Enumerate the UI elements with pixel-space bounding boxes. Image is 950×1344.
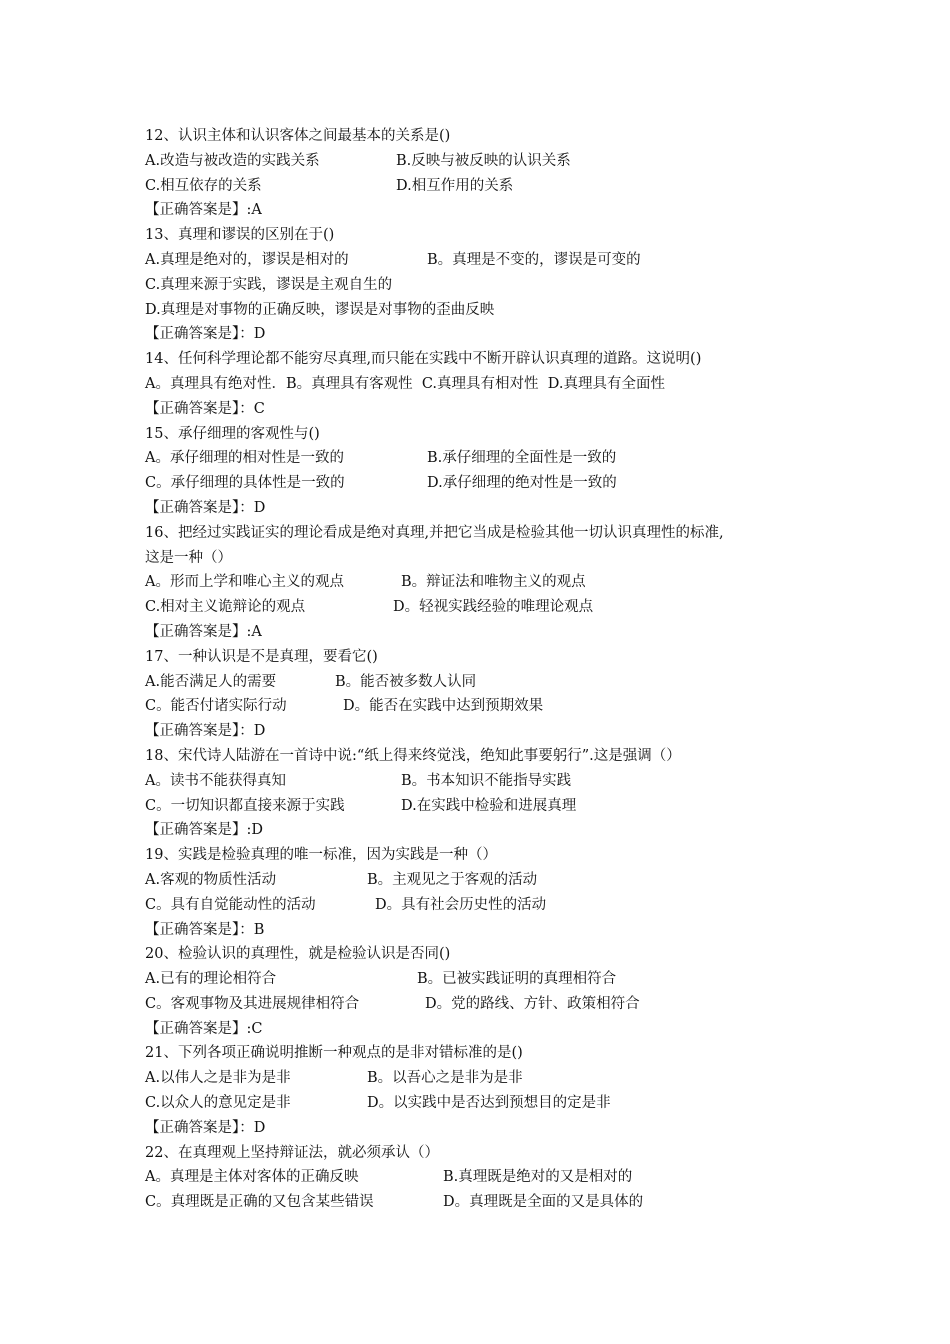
question-stem: 19、实践是检验真理的唯一标准，因为实践是一种（） — [145, 847, 497, 864]
option-a: A.以伟人之是非为是非 — [145, 1070, 291, 1087]
option-row: A。真理具有绝对性．B。真理具有客观性 C.真理具有相对性 D.真理具有全面性 — [145, 375, 665, 392]
option-d: D。具有社会历史性的活动 — [375, 896, 547, 913]
question-stem: 14、任何科学理论都不能穷尽真理,而只能在实践中不断开辟认识真理的道路。这说明() — [145, 351, 702, 368]
option-a: A.已有的理论相符合 — [145, 971, 277, 988]
answer-line: 【正确答案是】：D — [145, 1119, 266, 1136]
option-c: C.真理来源于实践，谬误是主观自生的 — [145, 276, 393, 293]
question-stem: 22、在真理观上坚持辩证法，就必须承认（） — [145, 1144, 439, 1161]
option-b: B。以吾心之是非为是非 — [367, 1070, 523, 1087]
option-d: D。轻视实践经验的唯理论观点 — [393, 599, 594, 616]
option-b: B。书本知识不能指导实践 — [401, 772, 572, 789]
option-row — [145, 794, 845, 819]
question-stem: 20、检验认识的真理性，就是检验认识是否同() — [145, 946, 451, 963]
option-a: A。读书不能获得真知 — [145, 772, 286, 789]
option-row — [145, 694, 845, 719]
answer-line: 【正确答案是】：D — [145, 723, 266, 740]
option-b: B。真理是不变的，谬误是可变的 — [427, 251, 641, 268]
option-b: B.真理既是绝对的又是相对的 — [443, 1169, 633, 1186]
question-stem: 12、认识主体和认识客体之间最基本的关系是() — [145, 128, 451, 144]
option-b: B.反映与被反映的认识关系 — [396, 152, 571, 169]
option-c: C。一切知识都直接来源于实践 — [145, 797, 345, 814]
option-row — [145, 1066, 845, 1091]
question-stem: 21、下列各项正确说明推断一种观点的是非对错标准的是() — [145, 1045, 523, 1062]
answer-line: 【正确答案是】:A — [145, 623, 262, 640]
option-a: A.能否满足人的需要 — [145, 673, 277, 690]
question-stem: 18、宋代诗人陆游在一首诗中说:“纸上得来终觉浅，绝知此事要躬行”.这是强调（） — [145, 747, 681, 764]
option-b: B。主观见之于客观的活动 — [367, 871, 538, 888]
answer-line: 【正确答案是】：B — [145, 921, 265, 938]
answer-line: 【正确答案是】：D — [145, 499, 266, 516]
option-row — [145, 992, 845, 1017]
option-b: B。已被实践证明的真理相符合 — [417, 971, 617, 988]
option-a: A.改造与被改造的实践关系 — [145, 152, 320, 169]
option-d: D。能否在实践中达到预期效果 — [343, 698, 544, 715]
option-c: C。真理既是正确的又包含某些错误 — [145, 1194, 374, 1211]
option-c: C.相对主义诡辩论的观点 — [145, 599, 306, 616]
option-a: A。形而上学和唯心主义的观点 — [145, 574, 344, 591]
option-row — [145, 595, 845, 620]
option-b: B。辩证法和唯物主义的观点 — [401, 574, 586, 591]
option-a: A。承仔细理的相对性是一致的 — [145, 450, 344, 467]
answer-line: 【正确答案是】:D — [145, 822, 264, 839]
question-stem: 15、承仔细理的客观性与() — [145, 425, 320, 442]
option-row — [145, 670, 845, 695]
option-d: D.真理是对事物的正确反映，谬误是对事物的歪曲反映 — [145, 301, 495, 318]
option-row — [145, 769, 845, 794]
option-d: D。以实践中是否达到预想目的定是非 — [367, 1095, 611, 1112]
option-a: A.客观的物质性活动 — [145, 871, 277, 888]
option-row — [145, 967, 845, 992]
option-b: B.承仔细理的全面性是一致的 — [427, 450, 617, 467]
answer-line: 【正确答案是】：D — [145, 326, 266, 343]
answer-line: 【正确答案是】:C — [145, 1020, 263, 1037]
option-row — [145, 1190, 845, 1215]
option-d: D.承仔细理的绝对性是一致的 — [427, 475, 617, 492]
option-row — [145, 248, 845, 273]
option-d: D。党的路线、方针、政策相符合 — [425, 995, 640, 1012]
option-row — [145, 868, 845, 893]
option-row — [145, 174, 845, 199]
option-c: C。客观事物及其进展规律相符合 — [145, 995, 360, 1012]
option-row — [145, 446, 845, 471]
option-row — [145, 570, 845, 595]
option-row — [145, 149, 845, 174]
option-row — [145, 893, 845, 918]
answer-line: 【正确答案是】：C — [145, 400, 265, 417]
question-stem: 13、真理和谬误的区别在于() — [145, 227, 335, 244]
question-stem: 17、一种认识是不是真理，要看它() — [145, 648, 378, 665]
option-c: C.以众人的意见定是非 — [145, 1095, 291, 1112]
question-list — [145, 124, 845, 1215]
option-c: C。具有自觉能动性的活动 — [145, 896, 316, 913]
option-a: A。真理是主体对客体的正确反映 — [145, 1169, 359, 1186]
question-stem-continued: 这是一种（） — [145, 549, 232, 566]
option-row — [145, 1091, 845, 1116]
option-d: D。真理既是全面的又是具体的 — [443, 1194, 644, 1211]
option-c: C.相互依存的关系 — [145, 177, 262, 194]
option-c: C。承仔细理的具体性是一致的 — [145, 475, 345, 492]
option-c: C。能否付诸实际行动 — [145, 698, 287, 715]
option-b: B。能否被多数人认同 — [335, 673, 477, 690]
option-d: D.在实践中检验和进展真理 — [401, 797, 577, 814]
option-row — [145, 471, 845, 496]
answer-line: 【正确答案是】:A — [145, 202, 262, 219]
question-stem: 16、把经过实践证实的理论看成是绝对真理,并把它当成是检验其他一切认识真理性的标准, — [145, 524, 724, 541]
option-a: A.真理是绝对的，谬误是相对的 — [145, 251, 349, 268]
option-row — [145, 1165, 845, 1190]
option-d: D.相互作用的关系 — [396, 177, 514, 194]
